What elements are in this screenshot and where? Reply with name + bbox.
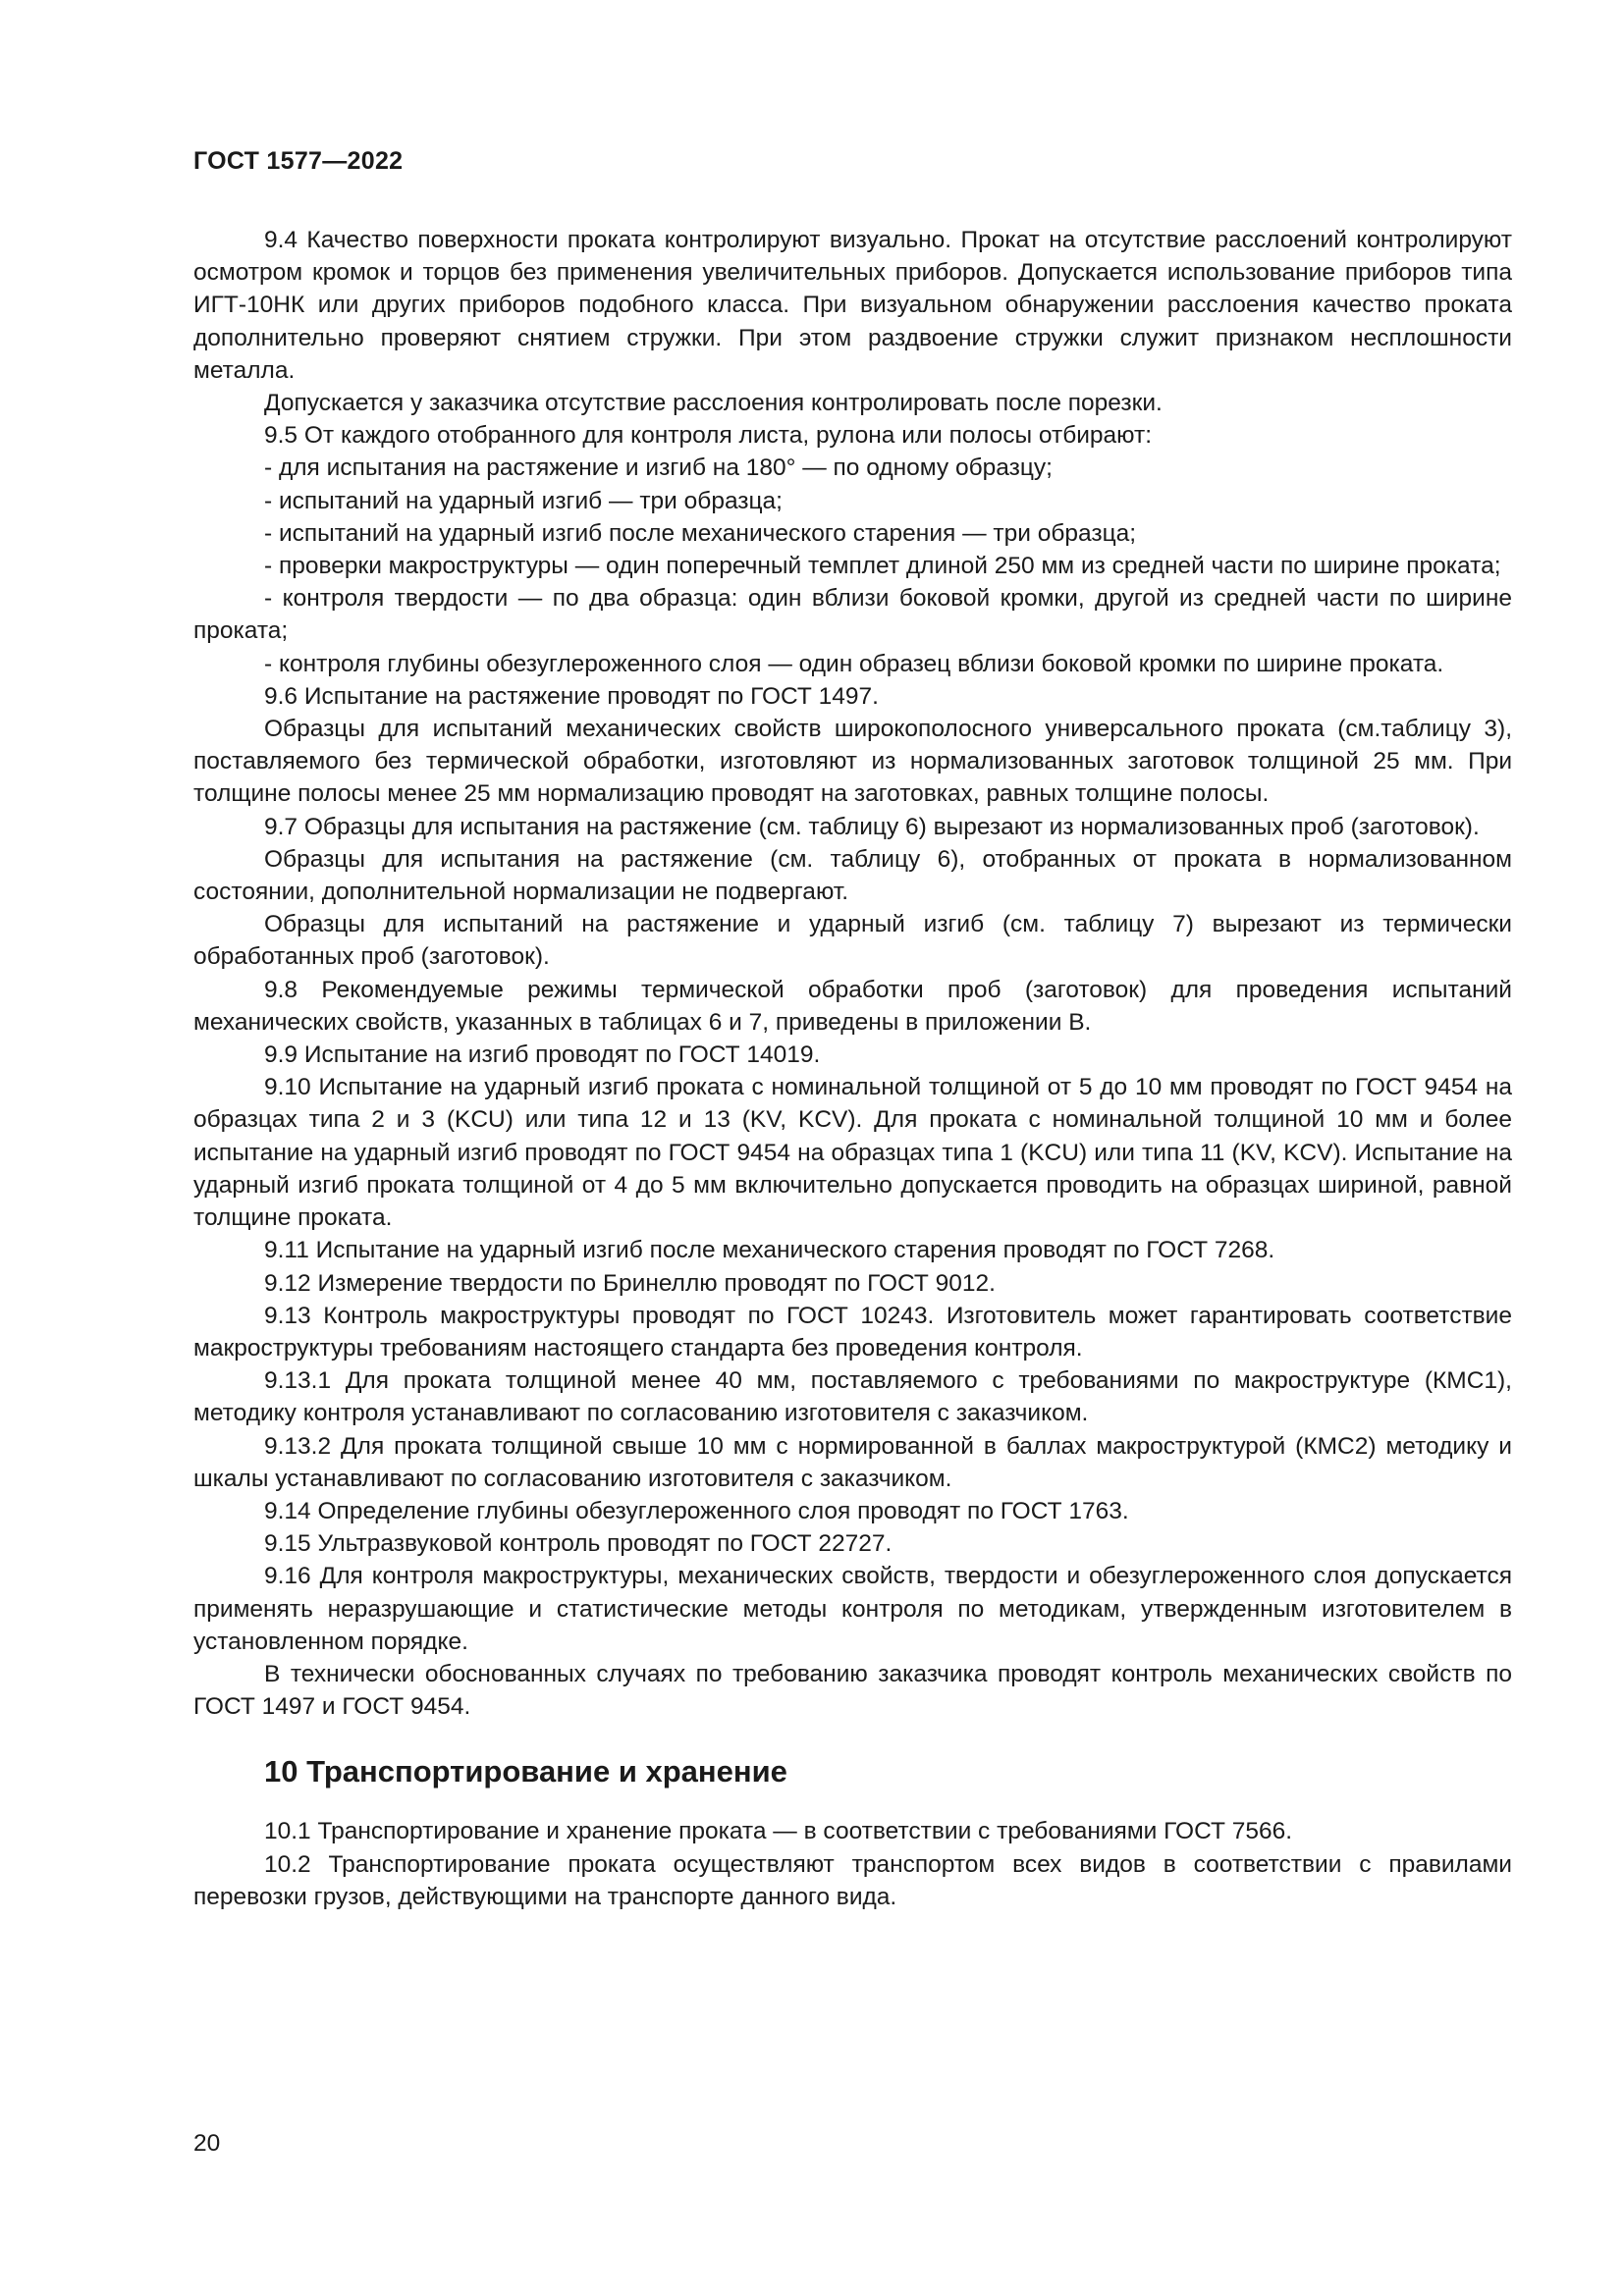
paragraph: 9.4 Качество поверхности проката контролируют визуально. Прокат на отсутствие расслоений контролируют осмотром кромок и торцов без применения увеличительных приборов. Допускается использование приборов типа ИГТ-10НК или других приборов подобного класса. При визуальном обнаружении расслоения качество проката дополнительно проверяют снятием стружки. При этом раздвоение стружки служит признаком несплошности металла.	[193, 227, 1512, 384]
paragraph: 9.13.1 Для проката толщиной менее 40 мм, поставляемого с требованиями по макроструктуре (КМС1), методику контроля устанавливают по согласованию изготовителя с заказчиком.	[193, 1367, 1512, 1427]
document-body	[193, 224, 1512, 1913]
paragraph: 9.13 Контроль макроструктуры проводят по ГОСТ 10243. Изготовитель может гарантировать соответствие макроструктуры требованиям настоящего стандарта без проведения контроля.	[193, 1302, 1512, 1362]
paragraph: 9.13.2 Для проката толщиной свыше 10 мм с нормированной в баллах макроструктурой (КМС2) методику и шкалы устанавливают по согласованию изготовителя с заказчиком.	[193, 1432, 1512, 1492]
paragraph: 9.9 Испытание на изгиб проводят по ГОСТ 14019.	[264, 1041, 821, 1069]
paragraph: 10.2 Транспортирование проката осуществляют транспортом всех видов в соответствии с правилами перевозки грузов, действующими на транспорте данного вида.	[193, 1850, 1512, 1910]
paragraph: 9.10 Испытание на ударный изгиб проката с номинальной толщиной от 5 до 10 мм проводят по ГОСТ 9454 на образцах типа 2 и 3 (KCU) или типа 12 и 13 (KV, KCV). Для проката с номинальной толщиной 10 мм и более испытание на ударный изгиб проводят по ГОСТ 9454 на образцах типа 1 (KCU) или типа 11 (KV, KCV). Испытание на ударный изгиб проката толщиной от 4 до 5 мм включительно допускается проводить на образцах шириной, равной толщине проката.	[193, 1074, 1512, 1232]
paragraph: Допускается у заказчика отсутствие расслоения контролировать после порезки.	[264, 390, 1163, 417]
page-number: 20	[193, 2130, 221, 2157]
paragraph: 9.12 Измерение твердости по Бринеллю проводят по ГОСТ 9012.	[264, 1269, 996, 1297]
document-code-header: ГОСТ 1577—2022	[193, 147, 404, 175]
paragraph: Образцы для испытаний механических свойств широкополосного универсального проката (см.таблицу 3), поставляемого без термической обработки, изготовляют из нормализованных заготовок толщиной 25 мм. При толщине полосы менее 25 мм нормализацию проводят на заготовках, равных толщине полосы.	[193, 716, 1512, 808]
list-item: - испытаний на ударный изгиб после механического старения — три образца;	[264, 519, 1137, 547]
paragraph: В технически обоснованных случаях по требованию заказчика проводят контроль механических свойств по ГОСТ 1497 и ГОСТ 9454.	[193, 1660, 1512, 1721]
paragraph: 10.1 Транспортирование и хранение проката — в соответствии с требованиями ГОСТ 7566.	[264, 1818, 1293, 1845]
list-item: - проверки макроструктуры — один поперечный темплет длиной 250 мм из средней части по ширине проката;	[264, 553, 1501, 580]
paragraph: 9.5 От каждого отобранного для контроля листа, рулона или полосы отбирают:	[264, 422, 1153, 450]
paragraph: 9.6 Испытание на растяжение проводят по ГОСТ 1497.	[264, 682, 879, 710]
paragraph: 9.7 Образцы для испытания на растяжение (см. таблицу 6) вырезают из нормализованных проб (заготовок).	[264, 813, 1480, 840]
section-title: 10 Транспортирование и хранение	[264, 1754, 787, 1789]
paragraph: 9.15 Ультразвуковой контроль проводят по ГОСТ 22727.	[264, 1530, 893, 1558]
paragraph: 9.8 Рекомендуемые режимы термической обработки проб (заготовок) для проведения испытаний механических свойств, указанных в таблицах 6 и 7, приведены в приложении В.	[193, 976, 1512, 1036]
paragraph: Образцы для испытания на растяжение (см. таблицу 6), отобранных от проката в нормализованном состоянии, дополнительной нормализации не подвергают.	[193, 845, 1512, 906]
list-item: - контроля глубины обезуглероженного слоя — один образец вблизи боковой кромки по ширине проката.	[264, 650, 1444, 677]
paragraph: 9.11 Испытание на ударный изгиб после механического старения проводят по ГОСТ 7268.	[264, 1237, 1275, 1264]
paragraph: Образцы для испытаний на растяжение и ударный изгиб (см. таблицу 7) вырезают из термически обработанных проб (заготовок).	[193, 911, 1512, 971]
list-item: - для испытания на растяжение и изгиб на 180° — по одному образцу;	[264, 454, 1053, 482]
list-item: - испытаний на ударный изгиб — три образца;	[264, 487, 783, 514]
list-item: - контроля твердости — по два образца: один вблизи боковой кромки, другой из средней части по ширине проката;	[193, 585, 1512, 645]
paragraph: 9.14 Определение глубины обезуглероженного слоя проводят по ГОСТ 1763.	[264, 1497, 1129, 1524]
paragraph: 9.16 Для контроля макроструктуры, механических свойств, твердости и обезуглероженного слоя допускается применять неразрушающие и статистические методы контроля по методикам, утвержденным изготовителем в установленном порядке.	[193, 1563, 1512, 1655]
